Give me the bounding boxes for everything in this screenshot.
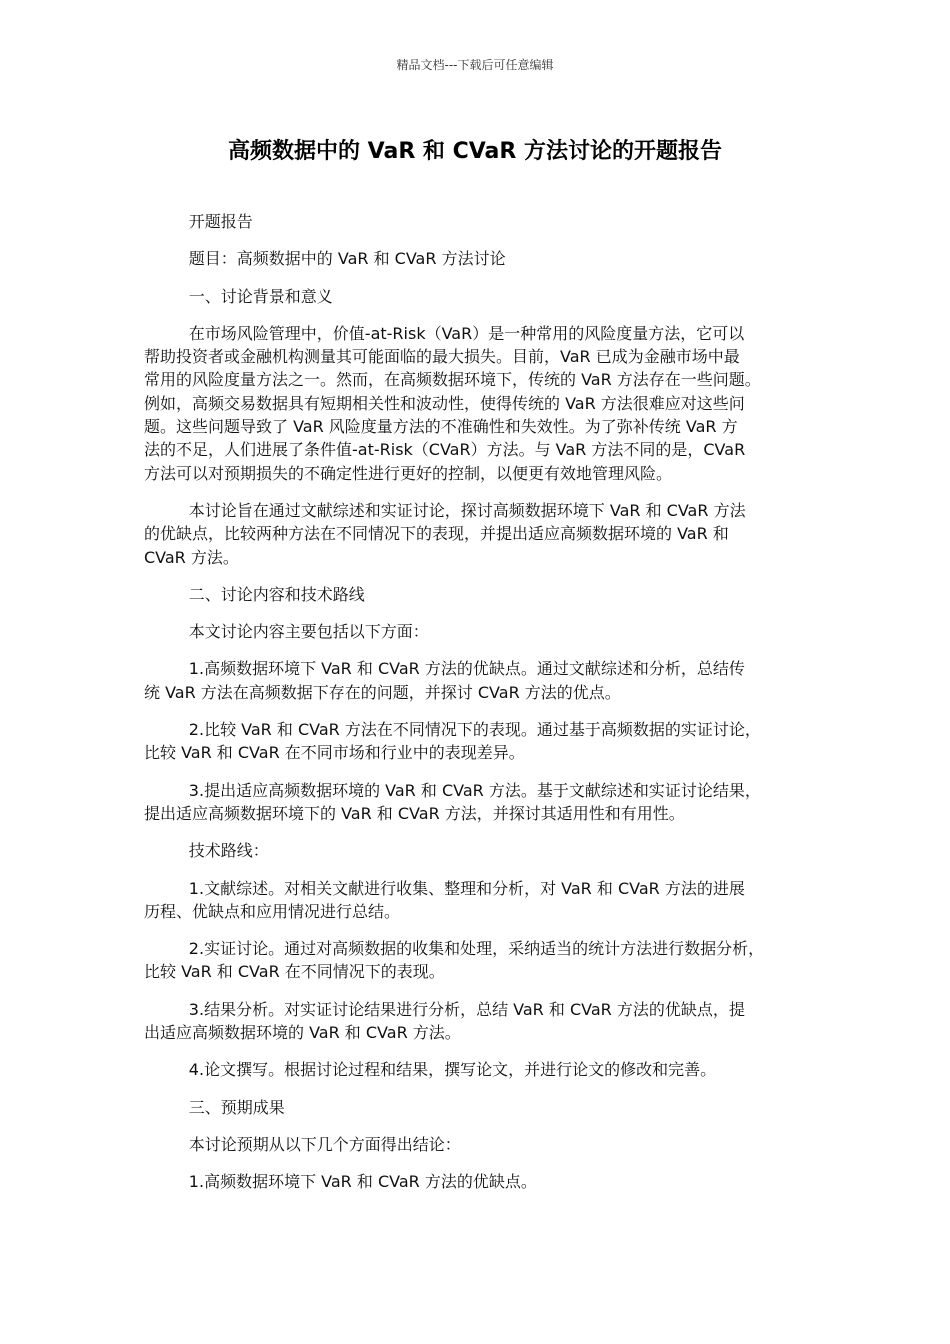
section-heading-content: 二、讨论内容和技术路线 — [188, 584, 365, 604]
list-item-result-1: 1.高频数据环境下 VaR 和 CVaR 方法的优缺点。 — [188, 1172, 537, 1192]
list-item-route-3: 3.结果分析。对实证讨论结果进行分析，总结 VaR 和 CVaR 方法的优缺点，提 出适应高频数据环境的 VaR 和 CVaR 方法。 — [144, 999, 745, 1043]
list-item-content-2: 2.比较 VaR 和 CVaR 方法在不同情况下的表现。通过基于高频数据的实证讨论， 比较 VaR 和 CVaR 在不同市场和行业中的表现差异。 — [144, 720, 761, 763]
document-body — [144, 210, 812, 1208]
section-heading-background: 一、讨论背景和意义 — [188, 286, 333, 306]
list-item-route-2: 2.实证讨论。通过对高频数据的收集和处理，采纳适当的统计方法进行数据分析， 比较 VaR 和 CVaR 在不同情况下的表现。 — [144, 939, 765, 982]
paragraph-content-intro: 本文讨论内容主要包括以下方面： — [188, 622, 429, 642]
paragraph-report-label: 开题报告 — [188, 212, 253, 231]
paragraph-topic: 题目：高频数据中的 VaR 和 CVaR 方法讨论 — [188, 249, 506, 269]
paragraph-technical-route: 技术路线： — [188, 841, 269, 861]
paragraph-purpose: 本讨论旨在通过文献综述和实证讨论，探讨高频数据环境下 VaR 和 CVaR 方法 的优缺点，比较两种方法在不同情况下的表现，并提出适应高频数据环境的 VaR 和 CVaR 方法。 — [144, 500, 746, 567]
list-item-route-1: 1.文献综述。对相关文献进行收集、整理和分析，对 VaR 和 CVaR 方法的进展 历程、优缺点和应用情况进行总结。 — [144, 878, 745, 921]
list-item-route-4: 4.论文撰写。根据讨论过程和结果，撰写论文，并进行论文的修改和完善。 — [188, 1060, 717, 1080]
paragraph-results-intro: 本讨论预期从以下几个方面得出结论： — [188, 1134, 461, 1154]
paragraph-background: 在市场风险管理中，价值-at-Risk（VaR）是一种常用的风险度量方法，它可以 帮助投资者或金融机构测量其可能面临的最大损失。目前，VaR 已成为金融市场中最 常用的风险度量方法之一。然而，在高频数据环境下，传统的 VaR 方法存在一些问题。 例如，高频交易数据具有短期相关性和波动性，使得传统的 VaR 方法很难应对这些问 题。这些问题导致了 VaR 风险度量方法的不准确性和失效性。为了弥补传统 VaR 方 法的不足，人们进展了条件值-at-Risk（CVaR）方法。与 VaR 方法不同的是，CVaR 方法可以对预期损失的不确定性进行更好的控制，以便更有效地管理风险。 — [144, 323, 761, 483]
list-item-content-3: 3.提出适应高频数据环境的 VaR 和 CVaR 方法。基于文献综述和实证讨论结果， 提出适应高频数据环境下的 VaR 和 CVaR 方法，并探讨其适用性和有用性。 — [144, 780, 761, 823]
document-title: 高频数据中的 VaR 和 CVaR 方法讨论的开题报告 — [227, 139, 722, 164]
list-item-content-1: 1.高频数据环境下 VaR 和 CVaR 方法的优缺点。通过文献综述和分析，总结传 统 VaR 方法在高频数据下存在的问题，并探讨 CVaR 方法的优点。 — [144, 659, 745, 702]
header-note: 精品文档---下载后可任意编辑 — [396, 58, 554, 72]
section-heading-results: 三、预期成果 — [188, 1097, 285, 1117]
